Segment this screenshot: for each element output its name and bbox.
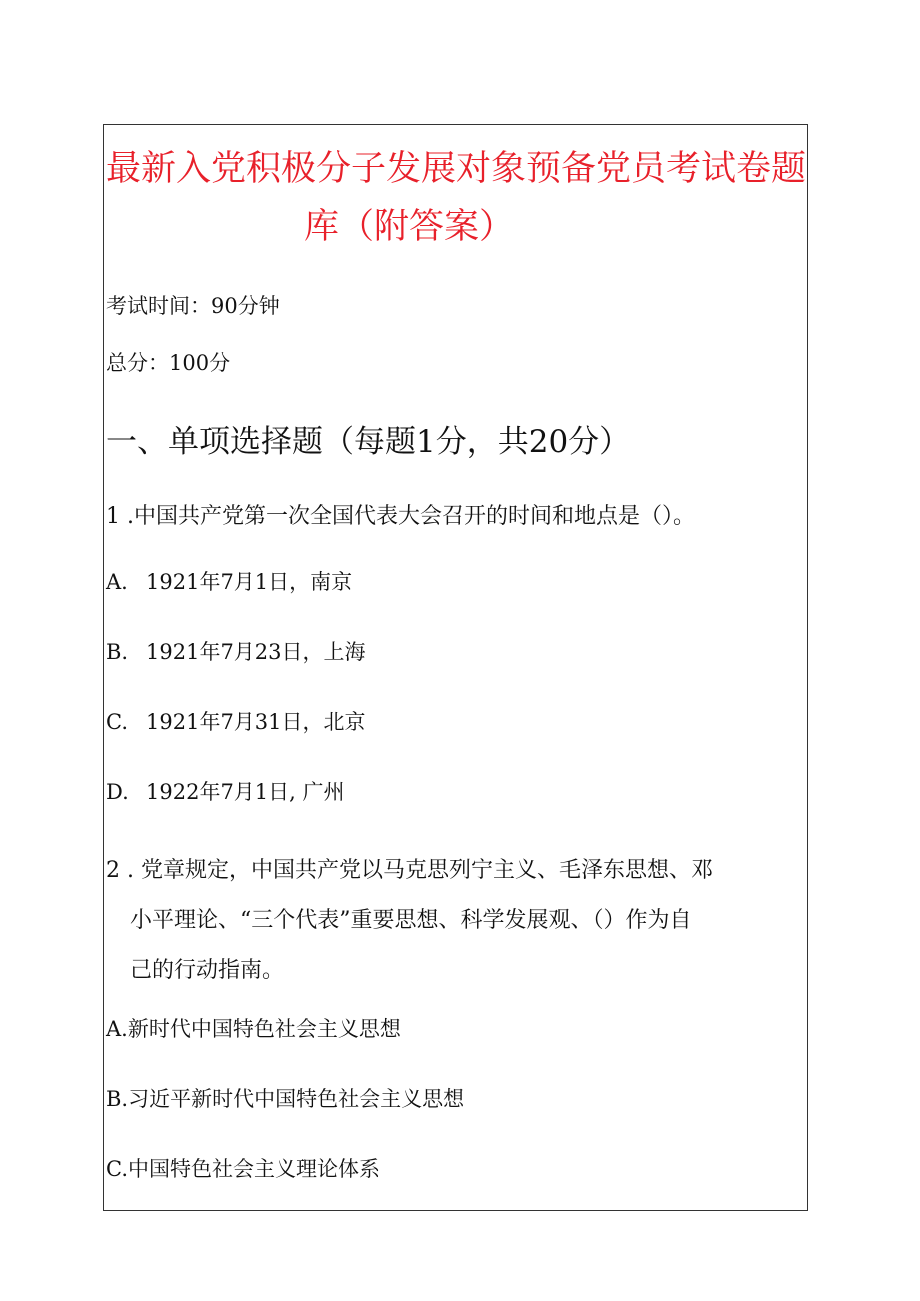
question-1-option-c bbox=[106, 706, 366, 736]
page-border bbox=[103, 124, 808, 1211]
question-2-option-b: B.习近平新时代中国特色社会主义思想 bbox=[106, 1087, 465, 1111]
option-letter: C. bbox=[106, 710, 128, 734]
option-text: 1921年7月1日，南京 bbox=[146, 570, 353, 594]
question-2-line-1: 2 . 党章规定，中国共产党以马克思列宁主义、毛泽东思想、邓 bbox=[106, 858, 713, 883]
question-1-stem: 1 .中国共产党第一次全国代表大会召开的时间和地点是（）。 bbox=[106, 504, 695, 529]
title-line-1: 最新入党积极分子发展对象预备党员考试卷题 bbox=[106, 149, 807, 189]
question-2-option-c: C.中国特色社会主义理论体系 bbox=[106, 1157, 380, 1181]
option-letter: B. bbox=[106, 640, 129, 664]
option-text: 1921年7月23日，上海 bbox=[146, 640, 366, 664]
question-2-option-a: A.新时代中国特色社会主义思想 bbox=[106, 1017, 401, 1041]
question-1-option-a bbox=[106, 566, 352, 596]
question-2-stem bbox=[106, 846, 796, 996]
title-line-2: 库（附答案） bbox=[304, 207, 515, 247]
exam-time: 考试时间：90分钟 bbox=[106, 294, 280, 318]
total-score: 总分：100分 bbox=[106, 351, 231, 375]
section-heading: 一、单项选择题（每题1分，共20分） bbox=[106, 424, 631, 460]
option-text: 1921年7月31日，北京 bbox=[146, 710, 366, 734]
option-text: 1922年7月1日, 广州 bbox=[146, 780, 345, 804]
option-letter: D. bbox=[106, 780, 129, 804]
question-2-line-2: 小平理论、“三个代表”重要思想、科学发展观、（）作为自 bbox=[130, 908, 692, 933]
question-1-option-d bbox=[106, 776, 345, 806]
question-2-line-3: 己的行动指南。 bbox=[130, 958, 285, 983]
option-letter: A. bbox=[106, 570, 128, 594]
question-1-option-b bbox=[106, 636, 366, 666]
document-title bbox=[106, 140, 807, 256]
